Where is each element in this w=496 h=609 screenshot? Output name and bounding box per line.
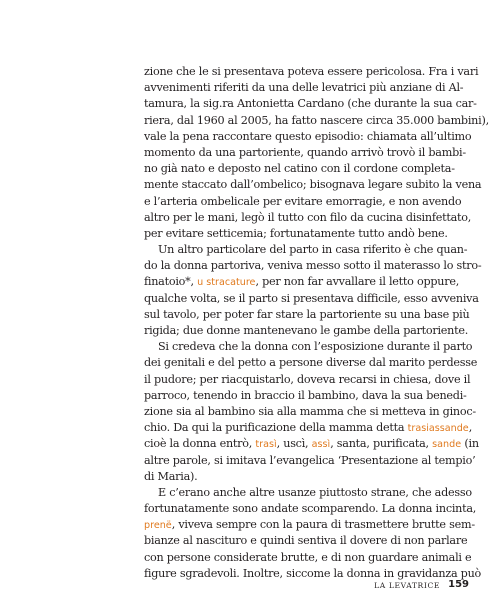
dialect-term: sande: [432, 439, 462, 451]
text-run: , santa, purificata,: [330, 437, 433, 451]
text-run: do la donna partoriva, veniva messo sotto il materasso lo stro-: [144, 259, 482, 273]
dialect-term: assì: [311, 439, 331, 451]
text-run: con persone considerate brutte, e di non guardare animali e: [144, 550, 472, 564]
text-line: [144, 161, 455, 177]
page-footer: [0, 579, 496, 593]
text-run: Si credeva che la donna con l’esposizione durante il parto: [158, 340, 473, 354]
text-line: [144, 323, 469, 339]
text-line: [144, 533, 468, 549]
text-run: sul tavolo, per poter far stare la partoriente su una base più: [144, 307, 470, 321]
text-run: altro per le mani, legò il tutto con filo da cucina disinfettato,: [144, 210, 472, 224]
text-run: dei genitali e del petto a persone diverse dal marito perdesse: [144, 356, 478, 370]
text-run: altre parole, si imitava l’evangelica ‘Presentazione al tempio’: [144, 453, 476, 467]
text-line: [144, 436, 479, 452]
text-run: il pudore; per riacquistarlo, doveva recarsi in chiesa, dove il: [144, 372, 471, 386]
dialect-term: u stracature: [197, 277, 256, 289]
text-run: vale la pena raccontare questo episodio: chiamata all’ultimo: [144, 129, 472, 143]
text-run: parroco, tenendo in braccio il bambino, dava la sua benedi-: [144, 388, 467, 402]
text-run: , uscì,: [276, 437, 312, 451]
text-run: fortunatamente sono andate scomparendo. La donna incinta,: [144, 502, 477, 516]
page-number: 159: [448, 579, 469, 590]
text-run: chio. Da qui la purificazione della mamma detta: [144, 421, 408, 435]
text-line: [144, 145, 466, 161]
text-run: riera, dal 1960 al 2005, ha fatto nascere circa 35.000 bambini),: [144, 113, 489, 127]
text-run: momento da una partoriente, quando arrivò trovò il bambi-: [144, 145, 466, 159]
text-line: [144, 177, 482, 193]
text-line: [144, 210, 472, 226]
text-run: , per non far avvallare il letto oppure,: [255, 275, 459, 289]
text-line: [144, 242, 468, 258]
text-line: [144, 517, 475, 533]
dialect-term: prenë: [144, 520, 172, 532]
text-line: [144, 129, 472, 145]
text-line: [144, 307, 470, 323]
text-run: figure sgradevoli. Inoltre, siccome la donna in gravidanza può: [144, 566, 482, 580]
text-line: [144, 113, 489, 129]
text-line: [144, 80, 464, 96]
text-line: [144, 485, 472, 501]
body-text: [144, 64, 489, 582]
dialect-term: trasì: [255, 439, 277, 451]
text-run: ,: [468, 421, 473, 435]
text-line: [144, 226, 448, 242]
text-run: tamura, la sig.ra Antonietta Cardano (che durante la sua car-: [144, 97, 477, 111]
text-run: E c’erano anche altre usanze piuttosto strane, che adesso: [158, 485, 472, 499]
text-run: Un altro particolare del parto in casa riferito è che quan-: [158, 243, 468, 257]
text-line: [144, 339, 473, 355]
text-run: per evitare setticemia; fortunatamente tutto andò bene.: [144, 226, 448, 240]
text-run: (in: [461, 437, 479, 451]
text-line: [144, 388, 467, 404]
running-head: LA LEVATRICE: [374, 581, 440, 590]
dialect-term: trasiassande: [407, 423, 469, 435]
text-line: [144, 501, 477, 517]
text-run: mente staccato dall’ombelico; bisognava legare subito la vena: [144, 178, 482, 192]
text-line: [144, 469, 443, 485]
text-line: [144, 274, 459, 290]
text-run: cioè la donna entrò,: [144, 437, 256, 451]
text-run: qualche volta, se il parto si presentava difficile, esso avveniva: [144, 291, 479, 305]
text-line: [144, 420, 473, 436]
text-line: [144, 258, 482, 274]
text-line: [144, 291, 479, 307]
text-line: [144, 355, 478, 371]
text-line: [144, 194, 462, 210]
text-run: avvenimenti riferiti da una delle levatrici più anziane di Al-: [144, 81, 464, 95]
text-line: [144, 453, 476, 469]
text-run: rigida; due donne mantenevano le gambe della partoriente.: [144, 324, 469, 337]
text-run: di Maria).: [144, 469, 198, 483]
text-run: zione sia al bambino sia alla mamma che si metteva in ginoc-: [144, 404, 476, 418]
text-run: no già nato e deposto nel catino con il cordone completa-: [144, 162, 455, 176]
text-line: [144, 404, 476, 420]
text-run: , viveva sempre con la paura di trasmettere brutte sem-: [171, 518, 475, 532]
text-line: [144, 96, 477, 112]
text-line: [144, 372, 471, 388]
text-run: finatoio*,: [144, 275, 198, 289]
text-run: bianze al nascituro e quindi sentiva il dovere di non parlare: [144, 534, 468, 548]
text-line: [144, 64, 479, 80]
text-run: e l’arteria ombelicale per evitare emorragie, e non avendo: [144, 194, 462, 208]
text-line: [144, 550, 472, 566]
text-run: zione che le si presentava poteva essere pericolosa. Fra i vari: [144, 65, 479, 78]
